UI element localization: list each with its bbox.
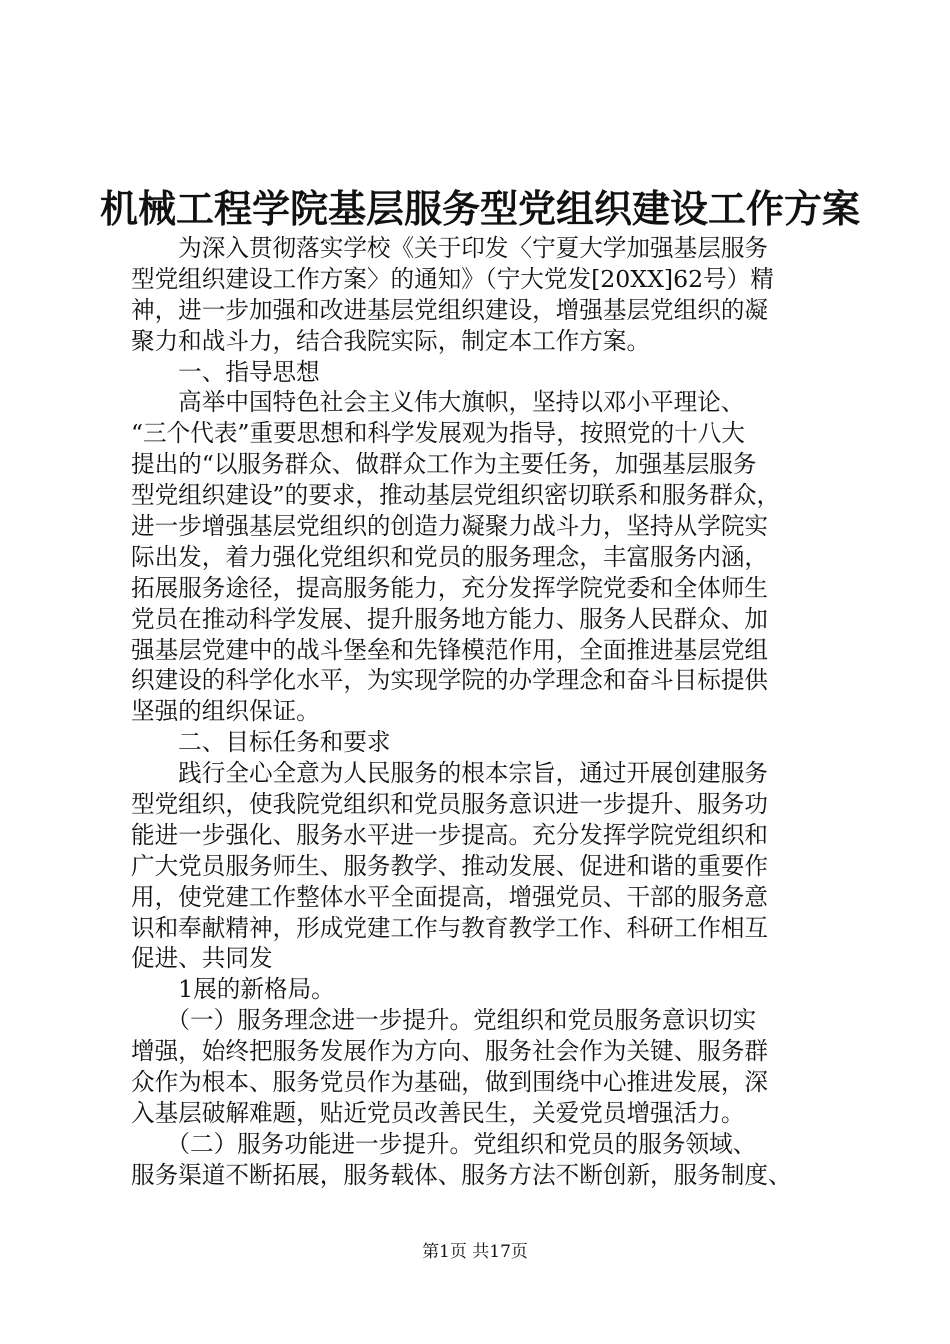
body-line: 促进、共同发	[131, 944, 273, 973]
body-line: 众作为根本、服务党员作为基础，做到围绕中心推进发展，深	[131, 1068, 769, 1097]
document-body	[131, 233, 831, 1191]
body-line: 践行全心全意为人民服务的根本宗旨，通过开展创建服务	[131, 759, 769, 788]
body-line: 际出发，着力强化党组织和党员的服务理念，丰富服务内涵，	[131, 542, 769, 571]
section-heading: 一、指导思想	[131, 357, 320, 386]
body-line: 拓展服务途径，提高服务能力，充分发挥学院党委和全体师生	[131, 573, 769, 602]
page-number-footer: 第1页 共17页	[422, 1242, 528, 1262]
body-line: 用，使党建工作整体水平全面提高，增强党员、干部的服务意	[131, 882, 769, 911]
body-line: 神，进一步加强和改进基层党组织建设，增强基层党组织的凝	[131, 295, 769, 324]
document-title: 机械工程学院基层服务型党组织建设工作方案	[100, 186, 861, 231]
body-line: 1展的新格局。	[131, 975, 335, 1004]
body-line: 型党组织，使我院党组织和党员服务意识进一步提升、服务功	[131, 790, 769, 819]
body-line: 提出的“以服务群众、做群众工作为主要任务，加强基层服务	[131, 450, 757, 479]
body-line: （一）服务理念进一步提升。党组织和党员服务意识切实	[131, 1006, 757, 1035]
body-line: 党员在推动科学发展、提升服务地方能力、服务人民群众、加	[131, 604, 769, 633]
body-line: 为深入贯彻落实学校《关于印发〈宁夏大学加强基层服务	[131, 234, 769, 262]
body-line: 型党组织建设工作方案〉的通知》（宁大党发[20XX]62号）精	[131, 264, 774, 293]
body-line: 增强，始终把服务发展作为方向、服务社会作为关键、服务群	[131, 1037, 769, 1066]
section-heading: 二、目标任务和要求	[131, 728, 391, 757]
body-line: 聚力和战斗力，结合我院实际，制定本工作方案。	[131, 326, 651, 355]
body-line: 强基层党建中的战斗堡垒和先锋模范作用，全面推进基层党组	[131, 635, 769, 664]
body-line: 能进一步强化、服务水平进一步提高。充分发挥学院党组织和	[131, 820, 769, 849]
body-line: “三个代表”重要思想和科学发展观为指导，按照党的十八大	[131, 419, 745, 448]
body-line: 织建设的科学化水平，为实现学院的办学理念和奋斗目标提供	[131, 666, 769, 695]
body-line: 进一步增强基层党组织的创造力凝聚力战斗力，坚持从学院实	[131, 512, 769, 541]
body-line: 服务渠道不断拓展，服务载体、服务方法不断创新，服务制度、	[131, 1160, 792, 1189]
body-line: 识和奉献精神，形成党建工作与教育教学工作、科研工作相互	[131, 913, 769, 942]
body-line: （二）服务功能进一步提升。党组织和党员的服务领域、	[131, 1129, 757, 1158]
body-line: 高举中国特色社会主义伟大旗帜，坚持以邓小平理论、	[131, 388, 745, 417]
body-line: 坚强的组织保证。	[131, 697, 320, 726]
body-line: 入基层破解难题，贴近党员改善民生，关爱党员增强活力。	[131, 1098, 745, 1127]
body-line: 广大党员服务师生、服务教学、推动发展、促进和谐的重要作	[131, 851, 769, 880]
body-line: 型党组织建设”的要求，推动基层党组织密切联系和服务群众，	[131, 481, 781, 510]
